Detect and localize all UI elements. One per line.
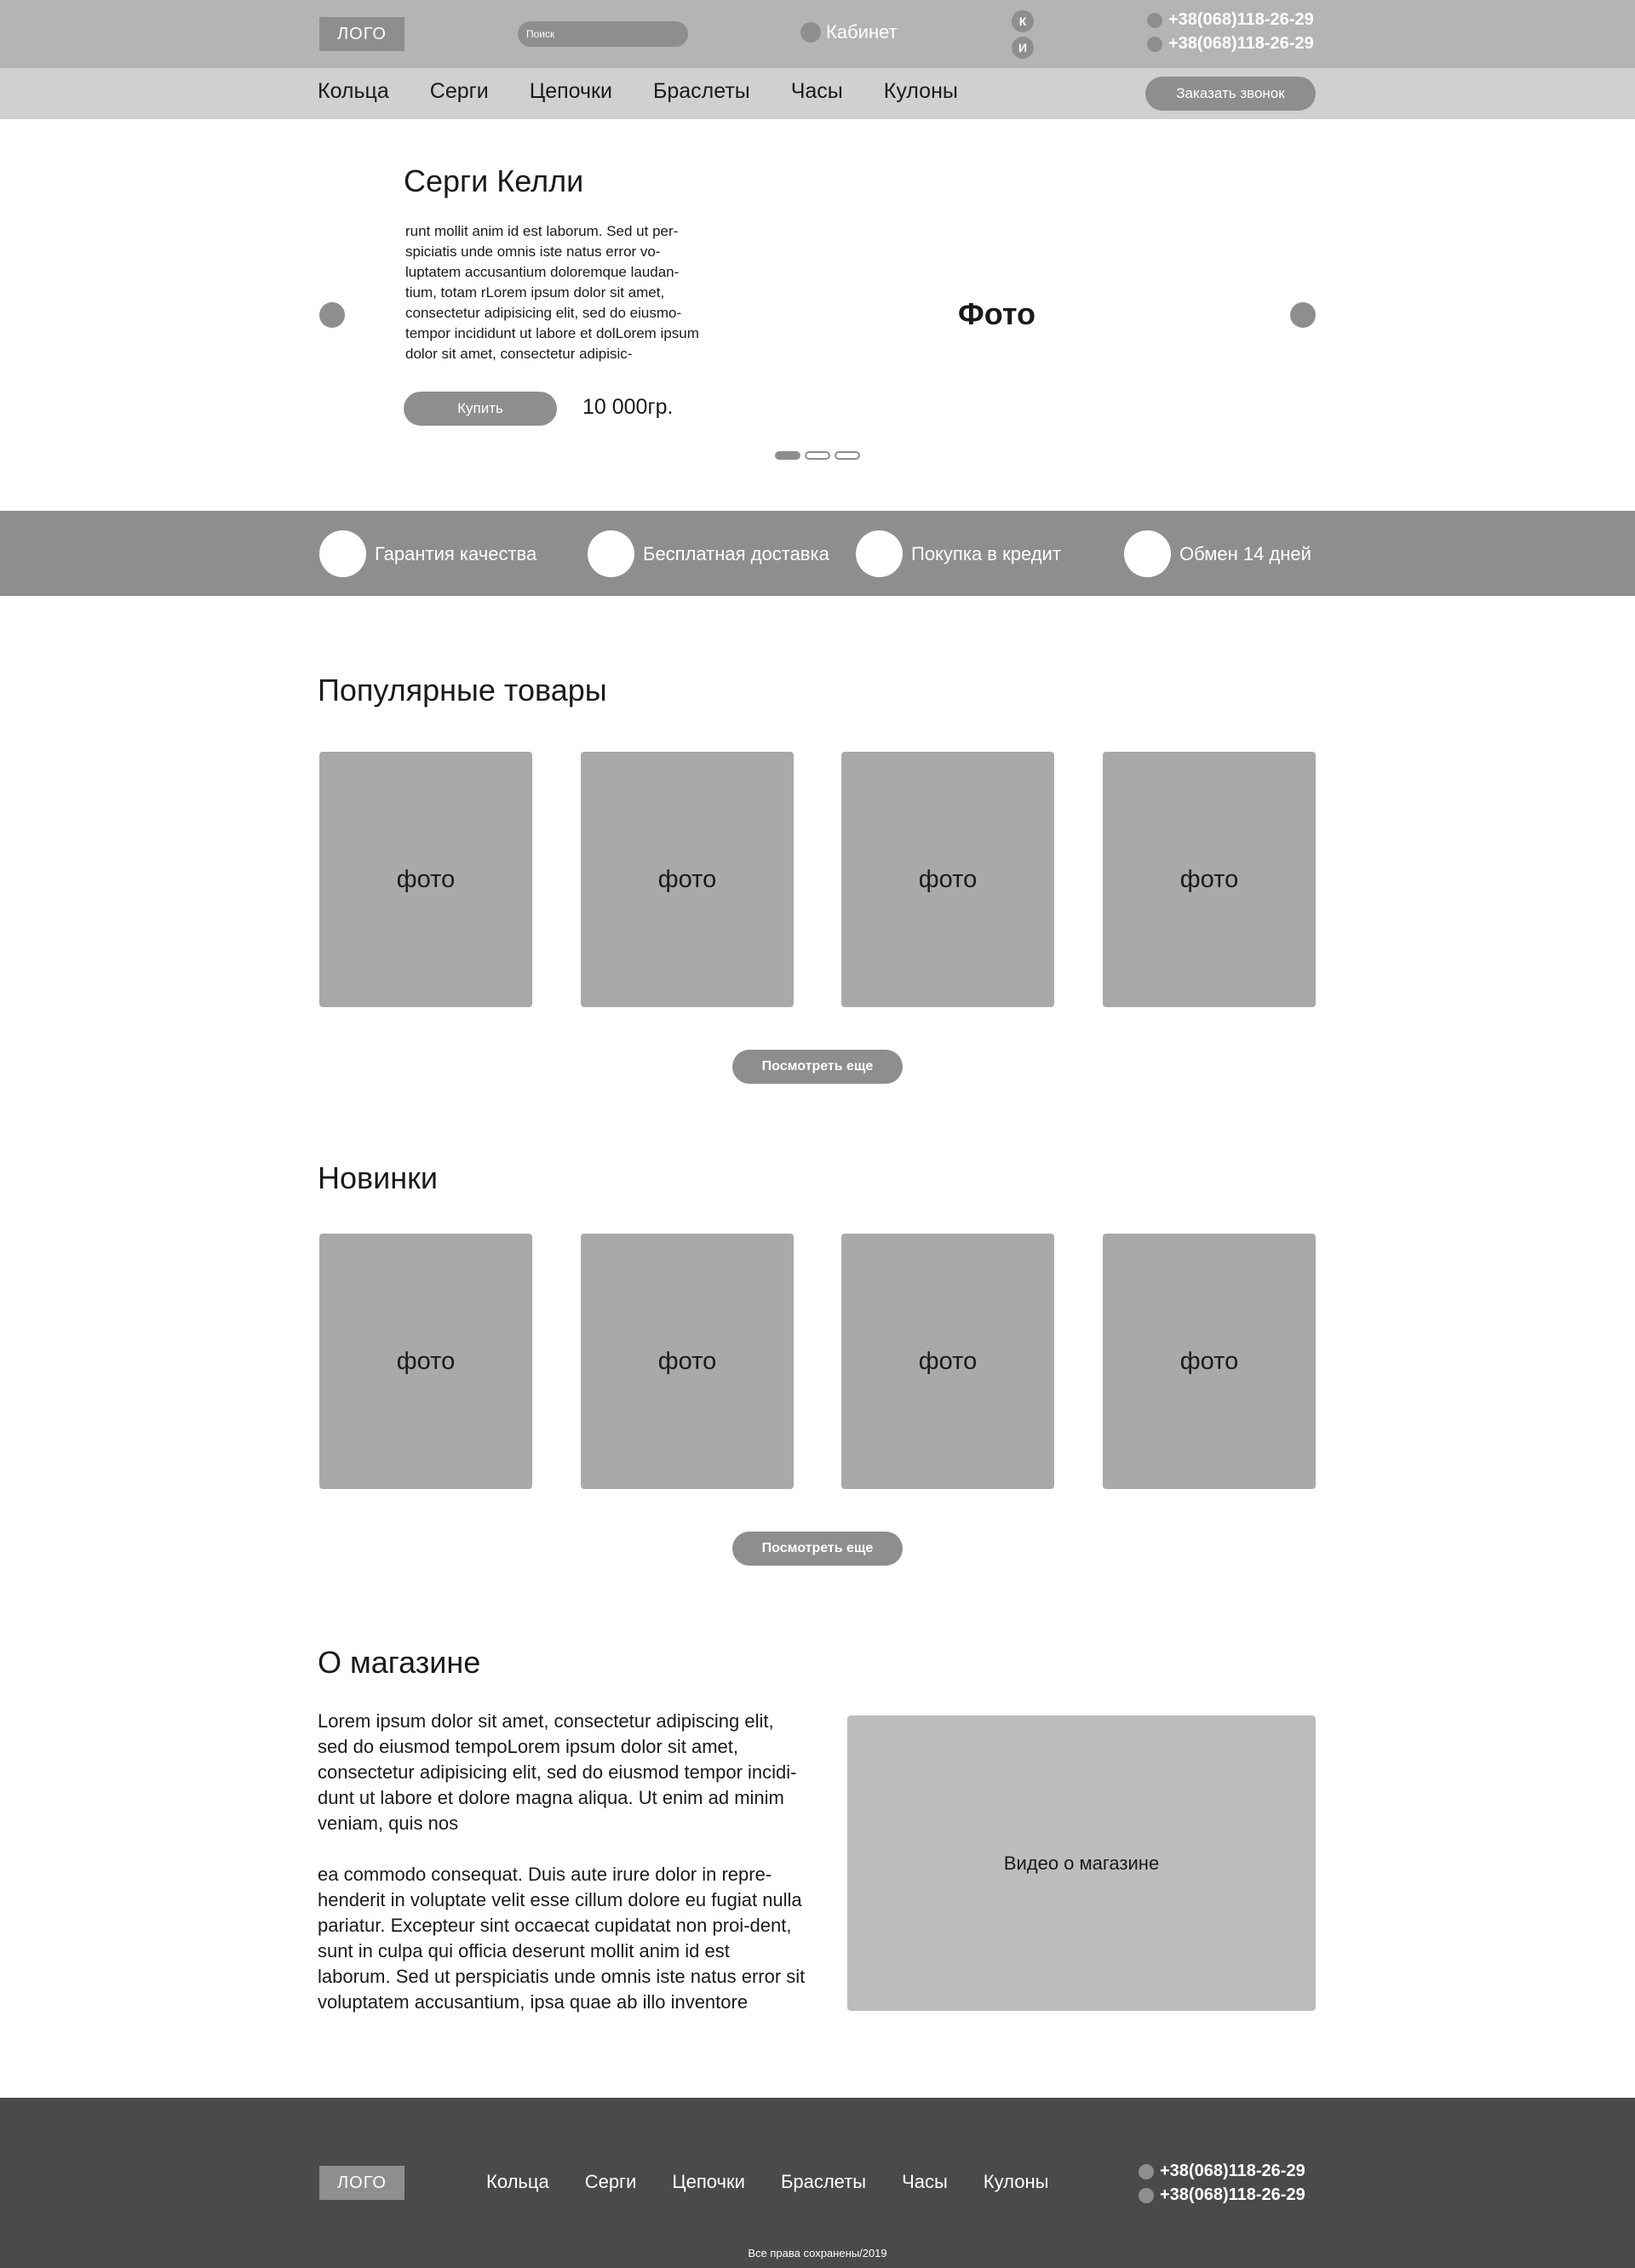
footer-phone-2[interactable] xyxy=(1139,2185,1305,2205)
footer-nav-chains[interactable]: Цепочки xyxy=(672,2171,745,2192)
delivery-icon xyxy=(588,530,634,577)
slider-next-icon[interactable] xyxy=(1290,302,1316,328)
feature-exchange xyxy=(1124,530,1311,577)
footer xyxy=(0,2098,1635,2268)
product-card[interactable]: фото xyxy=(1103,1234,1316,1489)
copyright: Все права сохранены/2019 xyxy=(748,2247,887,2259)
phone-icon xyxy=(1147,37,1162,52)
new-title: Новинки xyxy=(318,1160,438,1195)
footer-logo[interactable]: ЛОГО xyxy=(319,2166,404,2200)
phone-icon xyxy=(1147,13,1162,28)
about-video[interactable]: Видео о магазине xyxy=(847,1715,1316,2011)
phone-number: +38(068)118-26-29 xyxy=(1160,2185,1305,2204)
product-card[interactable]: фото xyxy=(841,1234,1054,1489)
feature-quality xyxy=(319,530,536,577)
product-card[interactable]: фото xyxy=(1103,752,1316,1007)
about-paragraph-1: Lorem ipsum dolor sit amet, consectetur adipiscing elit, sed do eiusmod tempoLorem ipsum dolor sit amet, consectetur adipisicing elit, sed do eiusmod tempor incidi-dunt ut labore et dolore magna aliqua. Ut enim ad minim veniam, quis nos xyxy=(318,1710,797,1834)
nav-item-earrings[interactable]: Серги xyxy=(429,79,489,103)
phone-number: +38(068)118-26-29 xyxy=(1160,2162,1305,2180)
exchange-icon xyxy=(1124,530,1171,577)
cabinet-link[interactable] xyxy=(800,21,898,43)
language-switch-k[interactable]: К xyxy=(1012,10,1034,32)
header-phone-1[interactable] xyxy=(1147,10,1314,30)
feature-label: Обмен 14 дней xyxy=(1179,542,1311,564)
slider-dots xyxy=(775,451,860,460)
slider-dot-1[interactable] xyxy=(775,451,800,460)
language-switch-i[interactable]: И xyxy=(1012,37,1034,59)
footer-nav-watches[interactable]: Часы xyxy=(902,2171,948,2192)
nav-item-pendants[interactable]: Кулоны xyxy=(883,79,958,103)
slider-prev-icon[interactable] xyxy=(319,302,345,328)
callback-button[interactable]: Заказать звонок xyxy=(1145,77,1316,111)
nav-item-chains[interactable]: Цепочки xyxy=(529,79,612,103)
product-card[interactable]: фото xyxy=(319,1234,532,1489)
phone-icon xyxy=(1139,2188,1154,2203)
footer-nav xyxy=(486,2171,1048,2193)
slider-dot-3[interactable] xyxy=(835,451,860,460)
phone-icon xyxy=(1139,2164,1154,2179)
hero-price: 10 000гр. xyxy=(582,395,674,419)
feature-label: Бесплатная доставка xyxy=(643,542,829,564)
footer-nav-rings[interactable]: Кольца xyxy=(486,2171,549,2192)
search-input[interactable] xyxy=(518,21,688,47)
features-bar xyxy=(0,511,1635,596)
product-card[interactable]: фото xyxy=(841,752,1054,1007)
feature-label: Гарантия качества xyxy=(375,542,537,564)
phone-number: +38(068)118-26-29 xyxy=(1168,34,1314,53)
main-nav-bar xyxy=(0,68,1635,119)
feature-credit xyxy=(856,530,1061,577)
nav-item-watches[interactable]: Часы xyxy=(790,79,843,103)
about-title: О магазине xyxy=(318,1645,481,1680)
product-card[interactable]: фото xyxy=(319,752,532,1007)
footer-nav-pendants[interactable]: Кулоны xyxy=(983,2171,1049,2192)
hero-title: Серги Келли xyxy=(404,163,584,198)
feature-label: Покупка в кредит xyxy=(911,542,1061,564)
logo[interactable]: ЛОГО xyxy=(319,17,404,51)
user-icon xyxy=(800,22,821,43)
nav-item-bracelets[interactable]: Браслеты xyxy=(652,79,750,103)
phone-number: +38(068)118-26-29 xyxy=(1168,10,1314,29)
cabinet-label: Кабинет xyxy=(826,21,898,43)
about-paragraph-2: ea commodo consequat. Duis aute irure dolor in repre-henderit in voluptate velit esse cillum dolore eu fugiat nulla pariatur. Excepteur sint occaecat cupidatat non proi-dent, sunt in culpa qui officia deserunt mollit anim id est laborum. Sed ut perspiciatis unde omnis iste natus error sit voluptatem accusantium, ipsa quae ab illo inventore xyxy=(318,1864,806,2013)
popular-more-button[interactable]: Посмотреть еще xyxy=(732,1050,903,1084)
header-phone-2[interactable] xyxy=(1147,34,1314,54)
about-text xyxy=(318,1709,807,2015)
footer-nav-bracelets[interactable]: Браслеты xyxy=(780,2171,867,2192)
credit-icon xyxy=(856,530,903,577)
footer-phones xyxy=(1139,2162,1305,2205)
main-nav xyxy=(318,79,958,104)
slider-dot-2[interactable] xyxy=(805,451,830,460)
top-header xyxy=(0,0,1635,68)
new-more-button[interactable]: Посмотреть еще xyxy=(732,1532,903,1566)
footer-nav-earrings[interactable]: Серги xyxy=(584,2171,637,2192)
quality-icon xyxy=(319,530,366,577)
header-phones xyxy=(1147,10,1314,54)
hero-description: runt mollit anim id est laborum. Sed ut per-spiciatis unde omnis iste natus error vo-luptatem accusantium doloremque laudan-tium, totam rLorem ipsum dolor sit amet, consectetur adipisicing elit, sed do eiusmo-tempor incididunt ut labore et dolLorem ipsum dolor sit amet, consectetur adipisic- xyxy=(405,223,699,362)
popular-title: Популярные товары xyxy=(318,673,607,707)
hero-photo: Фото xyxy=(958,296,1036,331)
nav-item-rings[interactable]: Кольца xyxy=(318,79,389,103)
buy-button[interactable]: Купить xyxy=(404,392,557,426)
product-card[interactable]: фото xyxy=(581,1234,794,1489)
feature-delivery xyxy=(588,530,829,577)
product-card[interactable]: фото xyxy=(581,752,794,1007)
footer-phone-1[interactable] xyxy=(1139,2162,1305,2181)
